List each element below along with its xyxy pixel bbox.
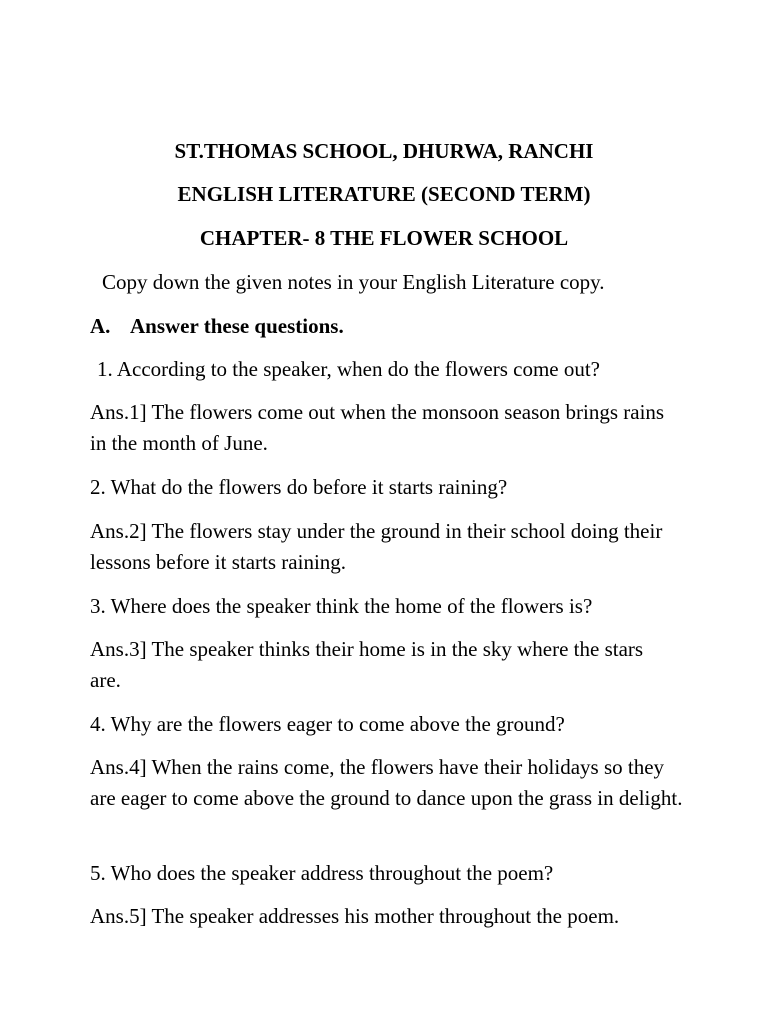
question-5: 5. Who does the speaker address throughout the poem? [90,861,554,885]
answer-1: Ans.1] The flowers come out when the monsoon season brings rains in the month of June. [90,400,665,455]
section-label: A. [90,314,111,338]
chapter-heading: CHAPTER- 8 THE FLOWER SCHOOL [199,226,569,250]
answer-3: Ans.3] The speaker thinks their home is in the sky where the stars are. [90,637,644,692]
answer-4: Ans.4] When the rains come, the flowers have their holidays so they are eager to come above the ground to dance upon the grass in delight. [90,755,683,810]
question-3: 3. Where does the speaker think the home of the flowers is? [90,594,593,618]
answer-2: Ans.2] The flowers stay under the ground in their school doing their lessons before it starts raining. [90,519,663,574]
subject-heading: ENGLISH LITERATURE (SECOND TERM) [177,182,591,206]
answer-5: Ans.5] The speaker addresses his mother throughout the poem. [90,904,620,928]
question-2: 2. What do the flowers do before it starts raining? [90,475,508,499]
question-1: 1. According to the speaker, when do the flowers come out? [97,357,601,381]
section-heading [90,311,344,342]
question-4: 4. Why are the flowers eager to come above the ground? [90,712,565,736]
instruction-text: Copy down the given notes in your English Literature copy. [102,270,605,294]
section-title: Answer these questions. [130,314,344,338]
school-name-heading: ST.THOMAS SCHOOL, DHURWA, RANCHI [174,139,594,163]
